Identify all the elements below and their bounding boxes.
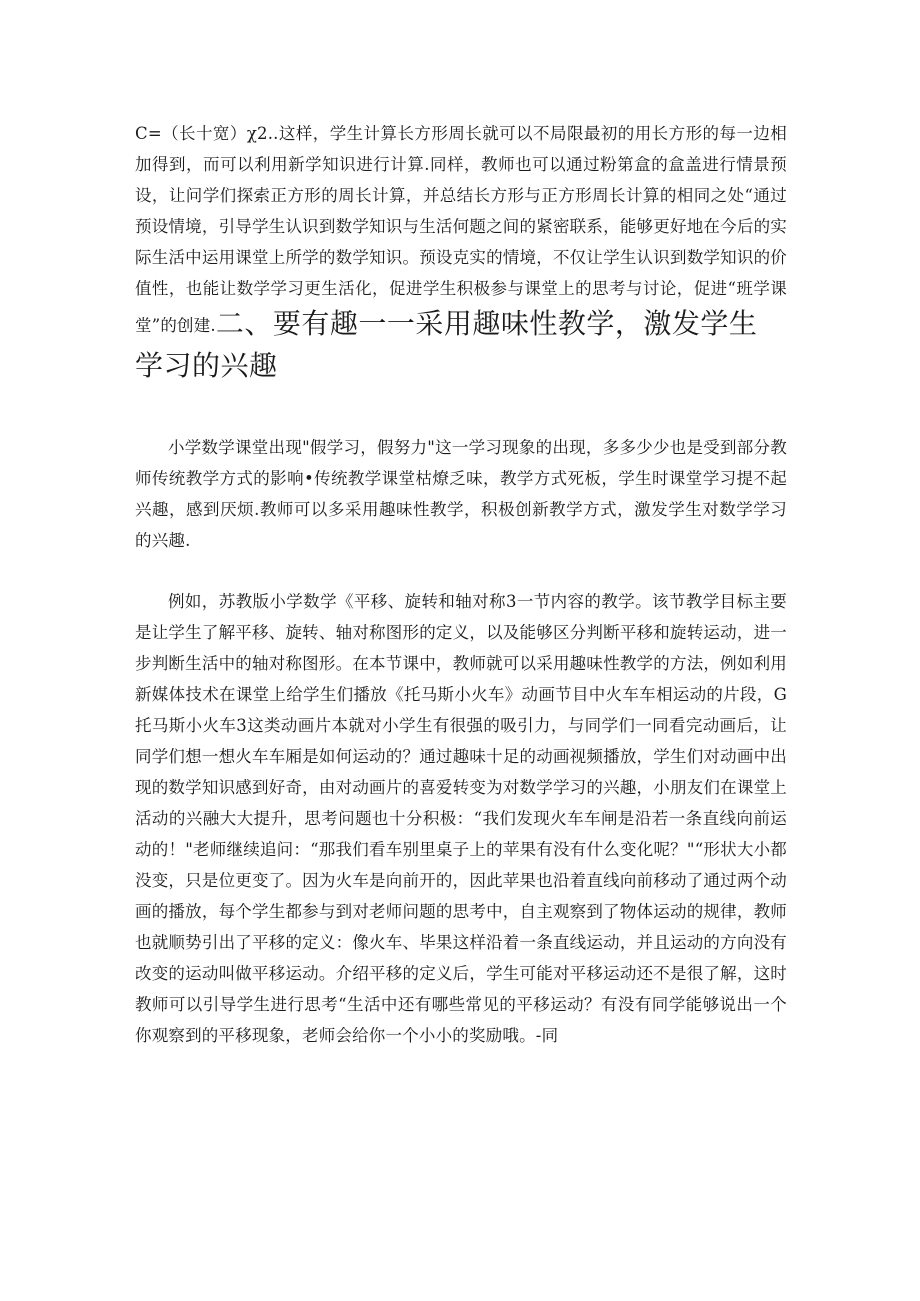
paragraph-fake-learning: 小学数学课堂出现"假学习，假努力"这一学习现象的出现，多多少少也是受到部分教师传统教学方式的影响•传统教学课堂枯燎乏味，教学方式死板，学生时课堂学习提不起兴趣，感到厌烦.教师可以多采用趣味性教学，积极创新教学方式，激发学生对数学学习的兴趣. — [135, 438, 787, 550]
document-page — [135, 118, 787, 1051]
section-heading: 二、要有趣一一采用趣味性教学，激发学生 — [215, 307, 758, 340]
paragraph-translation-example: 例如，苏教版小学数学《平移、旋转和轴对称3一节内容的教学。该节教学目标主要是让学生了解平移、旋转、轴对称图形的定义，以及能够区分判断平移和旋转运动，进一步判断生活中的轴对称图形。在本节课中，教师就可以采用趣味性教学的方法，例如利用新媒体技术在课堂上给学生们播放《托马斯小火车》动画节目中火车车相运动的片段，G托马斯小火车3这类动画片本就对小学生有很强的吸引力，与同学们一同看完动画后，让同学们想一想火车车厢是如何运动的？通过趣味十足的动画视频播放，学生们对动画中出现的数学知识感到好奇，由对动画片的喜爱转变为对数学学习的兴趣，小朋友们在课堂上活动的兴融大大提升，思考问题也十分积极：“我们发现火车车闸是沿若一条直线向前运动的！"老师继续追问：“那我们看车别里桌子上的苹果有没有什么变化呢？"“形状大小都没变，只是位更变了。因为火车是向前开的，因此苹果也沿着直线向前移动了通过两个动画的播放，每个学生都参与到对老师问题的思考中，自主观察到了物体运动的规律，教师也就顺势引出了平移的定义：像火车、毕果这样沿着一条直线运动，并且运动的方向没有改变的运动叫做平移运动。介绍平移的定义后，学生可能对平移运动还不是很了解，这时教师可以引导学生进行思考“生活中还有哪些常见的平移运动？有没有同学能够说出一个你观察到的平移现象，老师会给你一个小小的奖励哦。-同 — [135, 592, 787, 1045]
paragraph-perimeter-formula — [135, 118, 787, 344]
section-heading-continued: 学习的兴趣 — [135, 349, 278, 382]
paragraph-perimeter-formula-text: C=（长十宽）χ2..这样，学生计算长方形周长就可以不局限最初的用长方形的每一边相加得到，而可以利用新学知识进行计算.同样，教师也可以通过粉第盒的盒盖进行情景预设，让问学们探索正方形的周长计算，并总结长方形与正方形周长计算的相同之处“通过预设情境，引导学生认识到数学知识与生活何题之间的紧密联系，能够更好地在今后的实际生活中运用课堂上所学的数学知识。预设克实的情境，不仅让学生认识到数学知识的价值性，也能让数学学习更生活化，促进学生积极参与课堂上的思考与讨论，促进“班学课堂”的创建. — [135, 124, 787, 335]
